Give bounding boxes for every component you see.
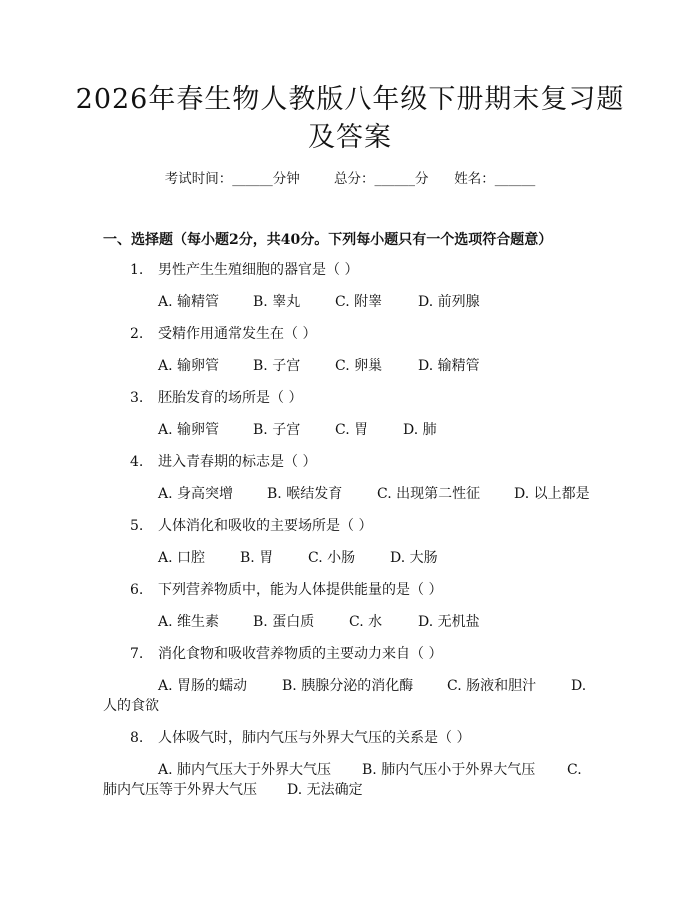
option-d: D. 输精管 (418, 358, 480, 374)
question-8-options-continued (103, 779, 363, 801)
question-text: 男性产生生殖细胞的器官是（ ） (158, 262, 359, 278)
question-2 (130, 323, 316, 345)
option-b: B. 子宫 (253, 358, 301, 374)
option-c-text: 肺内气压等于外界大气压 (103, 782, 257, 798)
question-number: 2. (130, 326, 144, 342)
question-5 (130, 515, 372, 537)
question-text: 胚胎发育的场所是（ ） (158, 390, 303, 406)
question-7-option-d-text: 人的食欲 (103, 698, 159, 714)
student-name-label: 姓名：______ (454, 171, 536, 187)
option-d: D. 大肠 (390, 550, 438, 566)
question-6-options (158, 611, 480, 633)
option-a: A. 口腔 (158, 550, 206, 566)
option-d: D. 无法确定 (287, 782, 363, 798)
option-b: B. 子宫 (253, 422, 301, 438)
option-a: A. 身高突增 (158, 486, 234, 502)
question-6 (130, 579, 442, 601)
option-d: D. 无机盐 (418, 614, 480, 630)
question-number: 5. (130, 518, 144, 534)
question-number: 6. (130, 582, 144, 598)
total-score-label: 总分：______分 (334, 171, 429, 187)
question-1-options (158, 291, 480, 313)
option-a: A. 输卵管 (158, 422, 220, 438)
option-c: C. 肠液和胆汁 (447, 678, 537, 694)
question-3-options (158, 419, 437, 441)
question-text: 下列营养物质中，能为人体提供能量的是（ ） (158, 582, 443, 598)
question-5-options (158, 547, 438, 569)
option-c: C. 卵巢 (335, 358, 383, 374)
option-d: D. 以上都是 (514, 486, 590, 502)
option-a: A. 维生素 (158, 614, 220, 630)
question-text: 消化食物和吸收营养物质的主要动力来自（ ） (158, 646, 443, 662)
question-1 (130, 259, 358, 281)
question-7 (130, 643, 442, 665)
question-number: 8. (130, 730, 144, 746)
option-d: D. 肺 (403, 422, 437, 438)
question-4 (130, 451, 316, 473)
option-d: D. 前列腺 (418, 294, 480, 310)
question-text: 进入青春期的标志是（ ） (158, 454, 317, 470)
question-text: 人体消化和吸收的主要场所是（ ） (158, 518, 373, 534)
option-b: B. 肺内气压小于外界大气压 (362, 762, 536, 778)
section-heading-multiple-choice: 一、选择题（每小题2分，共40分。下列每小题只有一个选项符合题意） (103, 232, 553, 248)
question-3 (130, 387, 302, 409)
question-4-options (158, 483, 590, 505)
document-title-line-1: 2026年春生物人教版八年级下册期末复习题 (75, 84, 625, 115)
option-b: B. 蛋白质 (253, 614, 315, 630)
option-c: C. 出现第二性征 (377, 486, 481, 502)
question-8-options (158, 759, 582, 781)
question-number: 4. (130, 454, 144, 470)
question-number: 7. (130, 646, 144, 662)
question-7-options (158, 675, 586, 697)
option-c: C. 附睾 (335, 294, 383, 310)
question-text: 受精作用通常发生在（ ） (158, 326, 317, 342)
option-c: C. 胃 (335, 422, 369, 438)
option-c: C. 水 (349, 614, 383, 630)
option-a: A. 胃肠的蠕动 (158, 678, 248, 694)
option-a: A. 肺内气压大于外界大气压 (158, 762, 332, 778)
option-c-prefix: C. (567, 762, 582, 778)
option-c: C. 小肠 (308, 550, 356, 566)
question-8 (130, 727, 470, 749)
option-a: A. 输卵管 (158, 358, 220, 374)
exam-time-label: 考试时间：______分钟 (164, 171, 300, 187)
question-text: 人体吸气时，肺内气压与外界大气压的关系是（ ） (158, 730, 471, 746)
question-number: 3. (130, 390, 144, 406)
exam-info-line (0, 168, 700, 190)
question-number: 1. (130, 262, 144, 278)
question-2-options (158, 355, 480, 377)
option-a: A. 输精管 (158, 294, 220, 310)
option-b: B. 胰腺分泌的消化酶 (282, 678, 414, 694)
option-b: B. 胃 (240, 550, 274, 566)
option-b: B. 喉结发育 (267, 486, 343, 502)
document-title-line-2: 及答案 (308, 122, 392, 153)
option-b: B. 睾丸 (253, 294, 301, 310)
option-d-prefix: D. (571, 678, 587, 694)
